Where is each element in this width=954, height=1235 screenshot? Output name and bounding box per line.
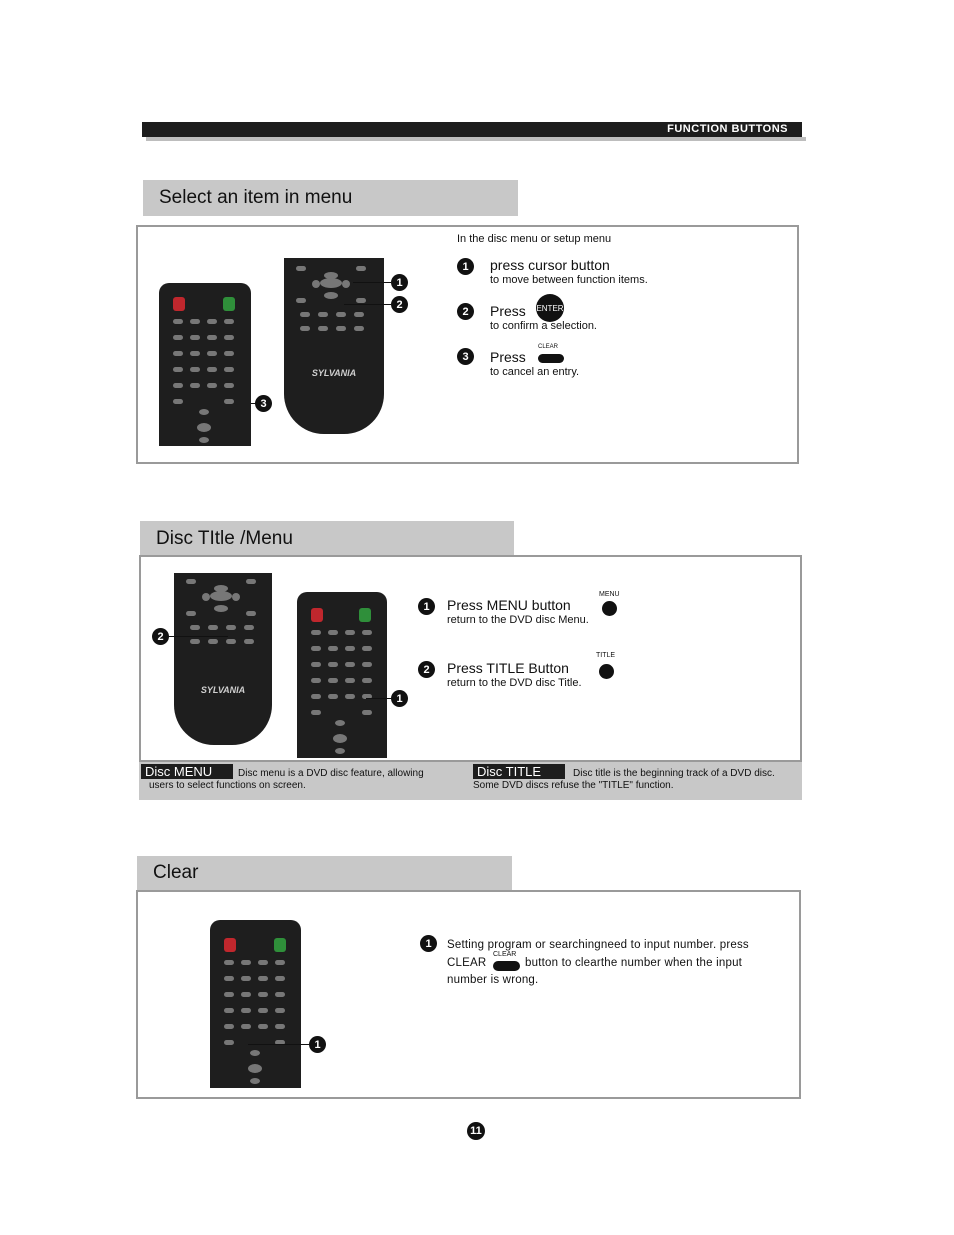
step-text: number is wrong.	[447, 974, 539, 986]
step-number: 3	[457, 348, 474, 365]
step-main-text: Press MENU button	[447, 597, 571, 613]
callout-line	[248, 1044, 310, 1045]
intro-text: In the disc menu or setup menu	[457, 233, 612, 245]
brand-logo: SYLVANIA	[311, 368, 357, 378]
callout-line	[168, 636, 228, 637]
clear-key-label: CLEAR	[493, 951, 517, 958]
remote-top-image	[174, 573, 272, 745]
menu-key-icon	[602, 601, 617, 616]
note-label: Disc MENU	[141, 764, 233, 779]
section-title: Select an item in menu	[143, 180, 518, 216]
step-text: Setting program or searchingneed to input number. press	[447, 939, 749, 951]
callout-line	[366, 698, 392, 699]
header-shadow	[146, 137, 806, 141]
remote-top-image	[284, 258, 384, 434]
step-main-text: Press TITLE Button	[447, 660, 569, 676]
title-key-label: TITLE	[596, 652, 616, 659]
note-text: users to select functions on screen.	[149, 780, 306, 791]
step-number: 1	[420, 935, 437, 952]
clear-key-icon	[493, 961, 520, 971]
page-number: 11	[467, 1122, 485, 1140]
note-text: Some DVD discs refuse the "TITLE" function.	[473, 780, 674, 791]
step-sub-text: return to the DVD disc Menu.	[447, 614, 589, 626]
clear-key-label: CLEAR	[538, 344, 559, 350]
note-text: Disc menu is a DVD disc feature, allowing	[238, 768, 424, 779]
remote-control-image	[159, 283, 251, 446]
callout-badge: 1	[309, 1036, 326, 1053]
callout-line	[353, 282, 391, 283]
callout-line	[344, 304, 391, 305]
title-key-icon	[599, 664, 614, 679]
menu-key-label: MENU	[599, 591, 620, 598]
callout-badge: 1	[391, 274, 408, 291]
clear-key-icon	[538, 354, 564, 363]
step-main-text: Press	[490, 349, 526, 365]
step-main-text: Press	[490, 303, 526, 319]
step-sub-text: to confirm a selection.	[490, 320, 597, 332]
step-main-text: press cursor button	[490, 257, 610, 273]
step-number: 2	[457, 303, 474, 320]
step-text: button to clearthe number when the input	[525, 957, 743, 969]
step-sub-text: to cancel an entry.	[490, 366, 580, 378]
callout-badge: 1	[391, 690, 408, 707]
step-sub-text: to move between function items.	[490, 274, 648, 286]
step-number: 1	[457, 258, 474, 275]
header-bar	[142, 122, 802, 137]
step-number: 1	[418, 598, 435, 615]
note-text: Disc title is the beginning track of a DVD disc.	[573, 768, 775, 779]
enter-key-icon: ENTER	[536, 294, 564, 322]
note-label: Disc TITLE	[473, 764, 565, 779]
step-sub-text: return to the DVD disc Title.	[447, 677, 582, 689]
callout-badge: 2	[152, 628, 169, 645]
section-title: Disc TItle /Menu	[140, 521, 514, 556]
callout-badge: 3	[255, 395, 272, 412]
section-title: Clear	[137, 856, 512, 890]
remote-control-image	[210, 920, 301, 1088]
brand-logo: SYLVANIA	[200, 685, 246, 695]
remote-control-image	[297, 592, 387, 758]
step-text: CLEAR	[447, 957, 487, 969]
header-title: FUNCTION BUTTONS	[667, 123, 788, 135]
step-number: 2	[418, 661, 435, 678]
callout-badge: 2	[391, 296, 408, 313]
